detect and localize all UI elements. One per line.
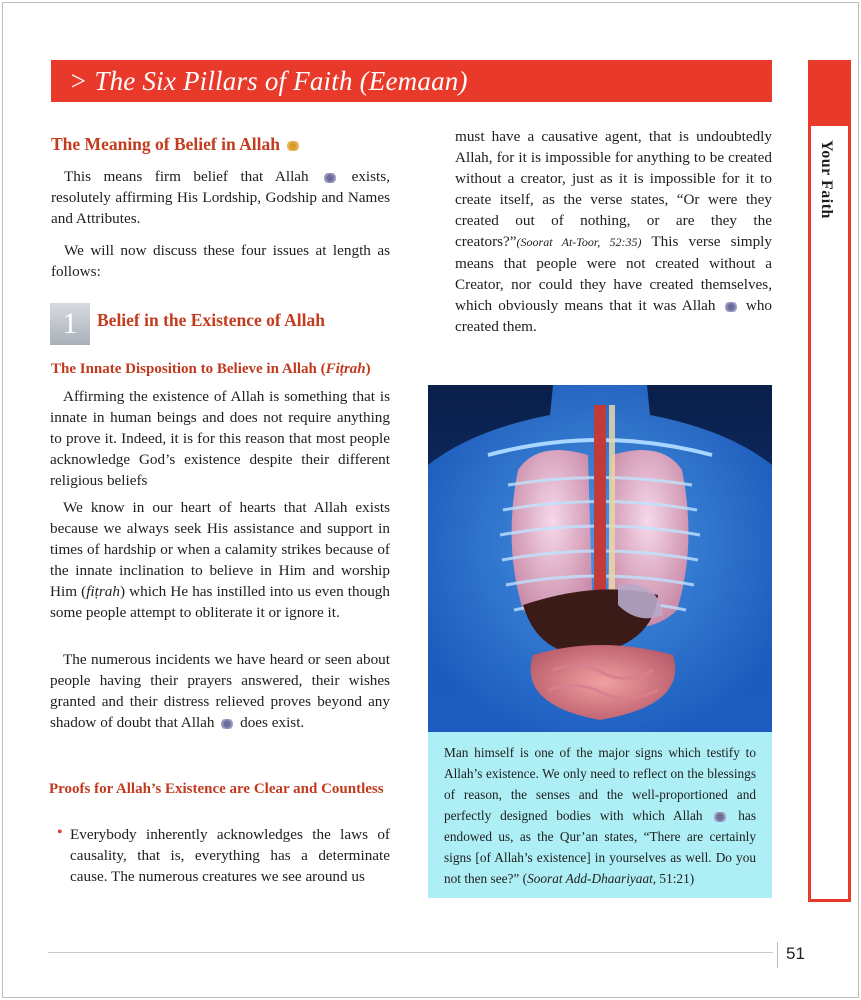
meaning-heading: The Meaning of Belief in Allah [51,134,302,155]
chapter-banner [51,60,772,102]
caption-box [428,732,772,898]
figure-caption: Man himself is one of the major signs which testify to Allah’s existence. We only need to reflect on the blessings of reason, the senses and the well-proportioned and perfectly designed bodies with which Allah has endowed us, as the Qur’an states, “There are certainly signs [of Allah’s existence] in yourselves as well. Do you not then see?” (Soorat Add-Dhaariyaat, 51:21) [444,745,757,886]
seal-icon [220,719,234,729]
seal-icon [286,141,300,151]
meaning-paragraph-1: This means firm belief that Allah exists, resolutely affirming His Lordship, Godship and Names and Attributes. [51,168,390,227]
side-tab-label: Your Faith [818,140,835,219]
seal-icon [713,812,727,822]
seal-icon [724,302,738,312]
side-tab [808,60,851,902]
innate-paragraph-1: Affirming the existence of Allah is something that is innate in human beings and does not require anything to prove it. Indeed, it is for this reason that most people acknowledge God’s existence despite their different religious beliefs [50,388,390,489]
section-number: 1 [62,307,78,340]
proofs-subheading: Proofs for Allah’s Existence are Clear and Countless [49,781,384,797]
bullet-marker: • [57,824,63,841]
section-title: Belief in the Existence of Allah [97,310,325,330]
torso-anatomy-image [428,385,772,732]
page-number: 51 [786,944,805,963]
innate-subheading: The Innate Disposition to Believe in Allah (Fiṭrah) [51,361,371,377]
section-number-box [50,303,90,345]
side-tab-head [808,60,851,126]
footer-separator [777,942,778,968]
anatomy-illustration [428,385,772,732]
continued-paragraph: must have a causative agent, that is undoubtedly Allah, for it is impossible for anything to be created without a creator, just as it is impossible for it to create itself, as the verse states, “Or were they created out of nothing, or are they the creators?”(Soorat At-Toor, 52:35) This verse simply means that people were not created without a Creator, nor could they have created themselves, which obviously means that it was Allah who created them. [455,128,773,335]
quran-reference: (Soorat At-Toor, 52:35) [516,235,642,249]
seal-icon [323,173,337,183]
meaning-paragraph-2: We will now discuss these four issues at length as follows: [51,242,390,280]
chapter-title: > The Six Pillars of Faith (Eemaan) [69,65,468,96]
causality-bullet: Everybody inherently acknowledges the laws of causality, that is, everything has a determinate cause. The numerous creatures we see around us [70,826,390,885]
footer-rule [48,952,773,953]
innate-paragraph-3: The numerous incidents we have heard or seen about people having their prayers answered, their wishes granted and their distress relieved proves beyond any shadow of doubt that Allah does exist. [50,651,390,731]
innate-paragraph-2: We know in our heart of hearts that Allah exists because we always seek His assistance and support in times of hardship or when a calamity strikes because of the innate inclination to believe in Him and worship Him (fiṭrah) which He has instilled into us even though some people attempt to obliterate it or ignore it. [50,499,390,621]
